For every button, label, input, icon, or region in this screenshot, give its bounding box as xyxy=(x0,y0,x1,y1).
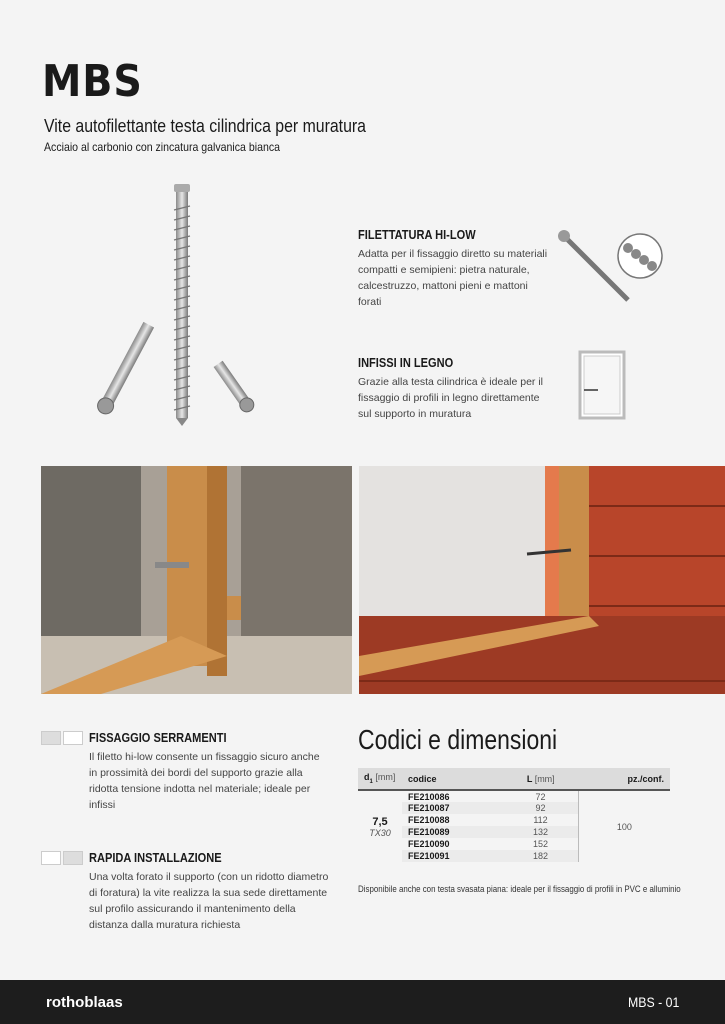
length-cell: 92 xyxy=(535,803,546,813)
length-cell: 152 xyxy=(532,839,549,849)
thread-detail-illustration xyxy=(556,226,666,306)
feature-indicator xyxy=(41,731,83,745)
code-cell: FE210086 xyxy=(408,791,450,802)
window-frame-icon xyxy=(578,350,626,420)
code-cell: FE210087 xyxy=(408,803,450,813)
length-cell: 112 xyxy=(533,815,548,825)
install-feature-title: RAPIDA INSTALLAZIONE xyxy=(89,850,222,865)
concrete-installation-photo xyxy=(41,466,352,694)
codes-section-title: Codici e dimensioni xyxy=(358,724,558,755)
page-number: MBS - 01 xyxy=(627,994,679,1010)
header-length: L [mm] xyxy=(503,768,578,790)
length-cell: 72 xyxy=(535,791,546,802)
code-cell: FE210089 xyxy=(408,827,450,837)
header-diameter: $d_1$ [mm] xyxy=(358,768,402,790)
thread-feature-text: Adatta per il fissaggio diretto su materiali compatti e semipieni: pietra naturale, calcestruzzo, mattoni pieni e mattoni forati xyxy=(358,248,548,308)
codes-note: Disponibile anche con testa svasata piana: ideale per il fissaggio di profili in PVC e alluminio xyxy=(358,884,681,894)
short-screw xyxy=(212,360,256,415)
diameter-cell xyxy=(358,790,402,862)
install-feature-text: Una volta forato il supporto (con un ridotto diametro di foratura) la vite realizza la sua sede direttamente sul profilo assicurando il mantenimento della distanza dalla muratura richiesta xyxy=(89,871,329,931)
diameter-value: 7,5 xyxy=(372,815,388,828)
codes-table xyxy=(358,768,670,862)
pieces-cell: 100 xyxy=(578,790,670,862)
table-row xyxy=(358,790,670,802)
product-subtitle: Vite autofilettante testa cilindrica per muratura xyxy=(44,116,366,136)
length-cell: 182 xyxy=(532,851,549,861)
length-cell: 132 xyxy=(532,827,549,837)
brick-installation-photo xyxy=(359,466,725,694)
fix-feature-text: Il filetto hi-low consente un fissaggio sicuro anche in prossimità dei bordi del supporto grazie alla ridotta tensione indotta nel materiale; ideale per infissi xyxy=(89,751,320,811)
fix-feature-title: FISSAGGIO SERRAMENTI xyxy=(89,730,227,745)
footer xyxy=(0,980,725,1024)
wood-feature-title: INFISSI IN LEGNO xyxy=(358,355,454,370)
header-pieces: pz./conf. xyxy=(578,768,670,790)
drive-type: TX30 xyxy=(369,827,391,838)
product-description: Acciaio al carbonio con zincatura galvanica bianca xyxy=(44,140,280,154)
thread-feature-title: FILETTATURA HI-LOW xyxy=(358,227,476,242)
code-cell: FE210091 xyxy=(408,851,450,861)
product-title: MBS xyxy=(42,56,143,107)
code-cell: FE210088 xyxy=(408,815,450,825)
wood-feature-text: Grazie alla testa cilindrica è ideale per il fissaggio di profili in legno direttamente sul supporto in muratura xyxy=(358,376,544,420)
header-code: codice xyxy=(402,768,503,790)
feature-indicator xyxy=(41,851,83,865)
screws-illustration xyxy=(90,180,290,430)
medium-screw xyxy=(95,321,156,417)
brand-logo: rothoblaas xyxy=(46,994,123,1011)
long-screw xyxy=(174,184,190,426)
code-cell: FE210090 xyxy=(408,839,450,849)
